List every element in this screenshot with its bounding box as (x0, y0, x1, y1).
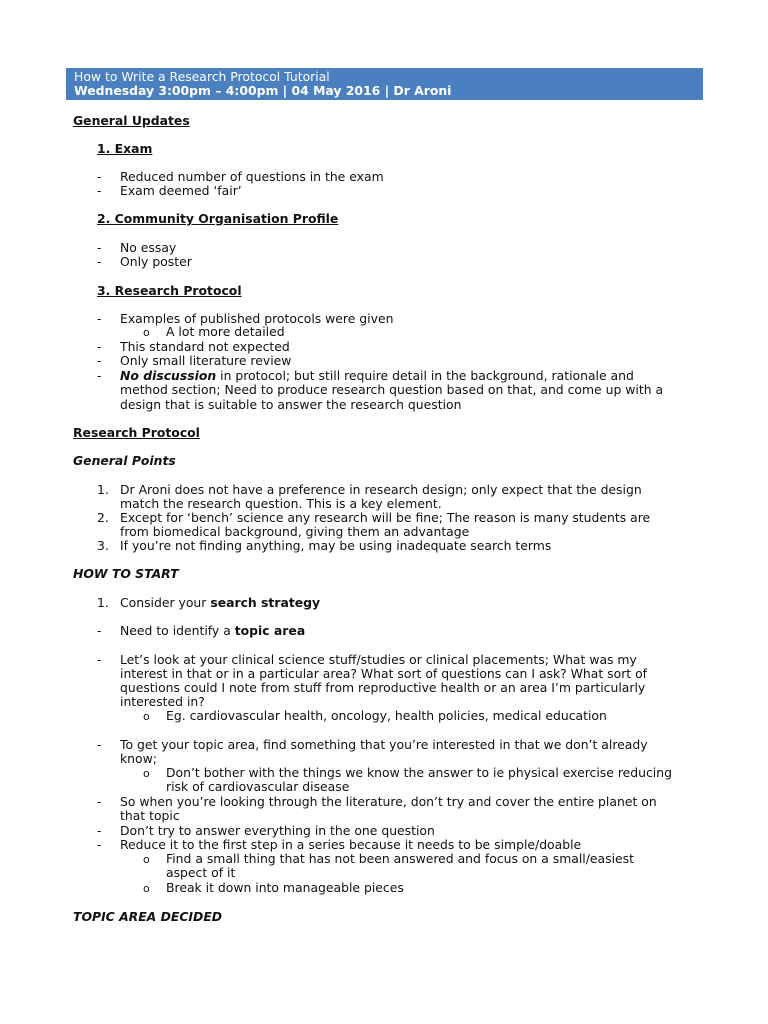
topic-area-decided-heading: TOPIC AREA DECIDED (73, 909, 223, 924)
list-item-continuation: interest in that or in a particular area? What sort of questions can I ask? What sort of (120, 666, 648, 681)
list-item-continuation: interested in? (120, 694, 205, 709)
list-item: Examples of published protocols were given (120, 311, 394, 326)
item-text: Consider your (120, 595, 211, 610)
bullet-dash: - (97, 353, 102, 368)
list-item: No essay (120, 240, 177, 255)
list-item-continuation: design that is suitable to answer the research question (120, 397, 462, 412)
numbered-item: Dr Aroni does not have a preference in research design; only expect that the design (120, 482, 642, 497)
sub-list-item: Break it down into manageable pieces (166, 880, 404, 895)
general-updates-heading: General Updates (73, 113, 190, 128)
bullet-dash: - (97, 240, 102, 255)
list-number: 3. (97, 538, 109, 553)
sub-list-item-continuation: aspect of it (166, 865, 236, 880)
sub-bullet: o (143, 853, 150, 866)
document-subtitle: Wednesday 3:00pm – 4:00pm | 04 May 2016 | Dr Aroni (74, 83, 452, 98)
numbered-item-continuation: match the research question. This is a key element. (120, 496, 442, 511)
community-heading: 2. Community Organisation Profile (97, 211, 339, 226)
sub-list-item: Find a small thing that has not been answered and focus on a small/easiest (166, 851, 634, 866)
bullet-dash: - (97, 737, 102, 752)
list-item: Only poster (120, 254, 192, 269)
bullet-dash: - (97, 169, 102, 184)
list-item: So when you’re looking through the literature, don’t try and cover the entire planet on (120, 794, 657, 809)
list-item-text: in protocol; but still require detail in the background, rationale and (216, 368, 634, 383)
how-to-start-heading: HOW TO START (73, 566, 179, 581)
bullet-dash: - (97, 837, 102, 852)
bullet-dash: - (97, 368, 102, 383)
document-title: How to Write a Research Protocol Tutorial (74, 69, 330, 84)
list-item: This standard not expected (120, 339, 290, 354)
list-item: Exam deemed ‘fair’ (120, 183, 242, 198)
list-number: 1. (97, 482, 109, 497)
bullet-dash: - (97, 254, 102, 269)
bullet-dash: - (97, 311, 102, 326)
numbered-item-continuation: from biomedical background, giving them an advantage (120, 524, 470, 539)
bullet-dash: - (97, 823, 102, 838)
list-item: Don’t try to answer everything in the one question (120, 823, 435, 838)
sub-list-item: Eg. cardiovascular health, oncology, health policies, medical education (166, 708, 607, 723)
sub-bullet: o (143, 767, 150, 780)
emphasis-text: topic area (234, 623, 306, 638)
sub-bullet: o (143, 882, 150, 895)
sub-list-item-continuation: risk of cardiovascular disease (166, 779, 350, 794)
emphasis-text: search strategy (210, 595, 321, 610)
sub-list-item: A lot more detailed (166, 324, 285, 339)
sub-bullet: o (143, 326, 150, 339)
title-banner (66, 68, 703, 100)
list-item (120, 624, 305, 638)
numbered-item (120, 596, 320, 610)
list-item-continuation: questions could I note from stuff from reproductive health or an area I’m particularly (120, 680, 646, 695)
bullet-dash: - (97, 339, 102, 354)
list-number: 1. (97, 595, 109, 610)
list-item (120, 369, 634, 383)
list-item: Reduced number of questions in the exam (120, 169, 384, 184)
list-item-continuation: know; (120, 751, 157, 766)
emphasis-text: No discussion (120, 368, 217, 383)
research-protocol-subheading: 3. Research Protocol (97, 283, 242, 298)
bullet-dash: - (97, 794, 102, 809)
numbered-item: If you’re not finding anything, may be using inadequate search terms (120, 538, 552, 553)
list-item: To get your topic area, find something that you’re interested in that we don’t already (120, 737, 648, 752)
research-protocol-heading: Research Protocol (73, 425, 200, 440)
list-item: Let’s look at your clinical science stuff/studies or clinical placements; What was my (120, 652, 637, 667)
numbered-item: Except for ‘bench’ science any research will be fine; The reason is many students are (120, 510, 651, 525)
list-item: Reduce it to the first step in a series because it needs to be simple/doable (120, 837, 582, 852)
sub-list-item: Don’t bother with the things we know the answer to ie physical exercise reducing (166, 765, 672, 780)
list-item: Only small literature review (120, 353, 292, 368)
item-text: Need to identify a (120, 623, 235, 638)
list-item-continuation: that topic (120, 808, 180, 823)
general-points-heading: General Points (73, 453, 176, 468)
exam-heading: 1. Exam (97, 141, 153, 156)
bullet-dash: - (97, 652, 102, 667)
list-item-continuation: method section; Need to produce research question based on that, and come up with a (120, 382, 664, 397)
bullet-dash: - (97, 183, 102, 198)
sub-bullet: o (143, 710, 150, 723)
bullet-dash: - (97, 623, 102, 638)
list-number: 2. (97, 510, 109, 525)
